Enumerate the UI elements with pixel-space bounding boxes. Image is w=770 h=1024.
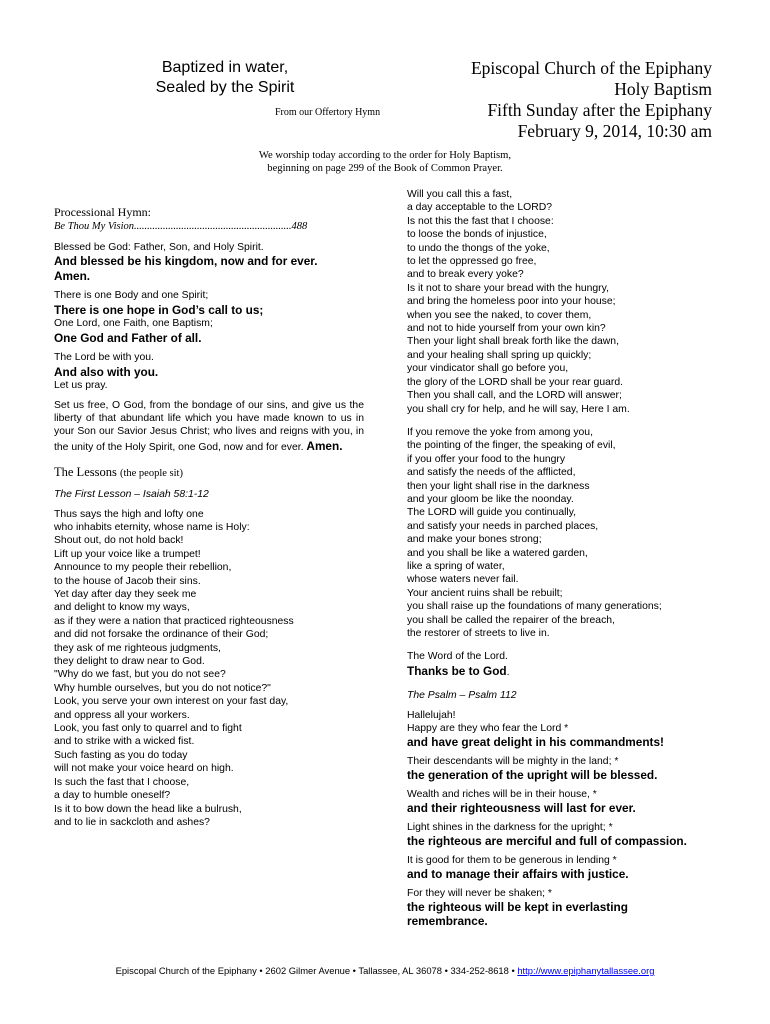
isaiah-line: Is it not to share your bread with the hungry,	[407, 282, 609, 294]
isaiah-line: Announce to my people their rebellion,	[54, 562, 232, 574]
service-date: February 9, 2014, 10:30 am	[517, 121, 712, 141]
isaiah-line: The LORD will guide you continually,	[407, 507, 577, 519]
isaiah-line: If you remove the yoke from among you,	[407, 426, 593, 438]
isaiah-line: and delight to know my ways,	[54, 602, 190, 614]
footer	[0, 965, 770, 976]
isaiah-line: Is such the fast that I choose,	[54, 776, 190, 788]
isaiah-line: a day acceptable to the LORD?	[407, 202, 552, 214]
left-title-line-2: Sealed by the Spirit	[155, 79, 295, 96]
right-column	[407, 188, 717, 929]
psalm-last-response-2: remembrance.	[407, 914, 488, 929]
psalm-title: The Psalm – Psalm 112	[407, 690, 517, 702]
isaiah-line: and your gloom be like the noonday.	[407, 493, 574, 505]
isaiah-line: and bring the homeless poor into your house;	[407, 296, 616, 308]
lessons-title: The Lessons	[54, 465, 117, 480]
psalm-versicle: It is good for them to be generous in lending *	[407, 854, 617, 866]
psalm-response: and their righteousness will last for ever.	[407, 801, 636, 816]
one-lord-versicle: One Lord, one Faith, one Baptism;	[54, 318, 213, 330]
psalm-intro: Hallelujah!	[407, 709, 456, 721]
isaiah-line: to undo the thongs of the yoke,	[407, 242, 550, 254]
isaiah-line: Lift up your voice like a trumpet!	[54, 548, 201, 560]
isaiah-line: Then you shall call, and the LORD will answer;	[407, 390, 622, 402]
thanks-period: .	[506, 666, 510, 678]
left-title	[120, 58, 330, 98]
one-god-response: One God and Father of all.	[54, 330, 202, 345]
thanks-be-to-god: Thanks be to God	[407, 663, 507, 678]
isaiah-part-3	[407, 426, 717, 641]
isaiah-line: Shout out, do not hold back!	[54, 535, 184, 547]
isaiah-line: will not make your voice heard on high.	[54, 763, 234, 775]
isaiah-line: Will you call this a fast,	[407, 189, 513, 200]
isaiah-part-2	[407, 188, 717, 416]
isaiah-line: Such fasting as you do today	[54, 749, 188, 761]
isaiah-part-1	[54, 508, 364, 830]
isaiah-line: you shall raise up the foundations of many generations;	[407, 601, 662, 613]
isaiah-line: and to strike with a wicked fist.	[54, 736, 195, 748]
isaiah-line: to the house of Jacob their sins.	[54, 575, 201, 587]
right-title	[400, 58, 712, 142]
isaiah-line: as if they were a nation that practiced righteousness	[54, 615, 294, 627]
order-note	[200, 149, 570, 175]
acclamation-versicle: Blessed be God: Father, Son, and Holy Spirit.	[54, 242, 264, 253]
church-name: Episcopal Church of the Epiphany	[470, 58, 712, 78]
psalm-response: the generation of the upright will be blessed.	[407, 768, 658, 783]
word-of-the-lord: The Word of the Lord.	[407, 651, 508, 663]
salutation-response: And also with you.	[54, 364, 159, 379]
isaiah-line: "Why do we fast, but you do not see?	[54, 669, 226, 681]
psalm-versicle: Light shines in the darkness for the upright; *	[407, 821, 613, 833]
collect	[54, 399, 364, 455]
isaiah-line: Is it to bow down the head like a bulrush,	[54, 803, 242, 815]
processional-label: Processional Hymn:	[54, 205, 151, 219]
collect-amen: Amen.	[306, 438, 343, 453]
isaiah-line: to loose the bonds of injustice,	[407, 229, 547, 241]
isaiah-line: Your ancient ruins shall be rebuilt;	[407, 587, 563, 599]
isaiah-line: and not to hide yourself from your own kin?	[407, 323, 606, 335]
isaiah-line: Then your light shall break forth like the dawn,	[407, 336, 619, 348]
let-us-pray: Let us pray.	[54, 380, 108, 392]
lessons-note: (the people sit)	[119, 468, 183, 480]
psalm-last-versicle: For they will never be shaken; *	[407, 887, 552, 899]
psalm-response: and to manage their affairs with justice.	[407, 867, 629, 882]
isaiah-line: whose waters never fail.	[407, 574, 519, 586]
psalm-versicle: Happy are they who fear the Lord *	[407, 723, 569, 735]
isaiah-line: and satisfy the needs of the afflicted,	[407, 467, 576, 479]
isaiah-line: the glory of the LORD shall be your rear guard.	[407, 376, 624, 388]
isaiah-line: Yet day after day they seek me	[54, 589, 197, 600]
isaiah-line: Look, you fast only to quarrel and to fight	[54, 723, 242, 735]
psalm-verses	[407, 722, 717, 887]
processional-hymn: Be Thou My Vision............................................................488	[54, 221, 308, 232]
order-note-line-2: beginning on page 299 of the Book of Common Prayer.	[267, 163, 503, 174]
isaiah-line: your vindicator shall go before you,	[407, 363, 569, 375]
offertory-note: From our Offertory Hymn	[275, 107, 381, 118]
isaiah-line: and to break every yoke?	[407, 269, 524, 281]
isaiah-line: and to lie in sackcloth and ashes?	[54, 816, 210, 828]
isaiah-line: and did not forsake the ordinance of their God;	[54, 629, 269, 641]
isaiah-line: and you shall be like a watered garden,	[407, 547, 588, 559]
left-column	[54, 205, 364, 829]
order-note-line-1: We worship today according to the order for Holy Baptism,	[258, 150, 512, 161]
isaiah-line: they delight to draw near to God.	[54, 656, 205, 668]
lessons-heading	[54, 464, 364, 482]
isaiah-line: and satisfy your needs in parched places,	[407, 520, 599, 532]
acclamation-amen: Amen.	[54, 268, 91, 283]
psalm-versicle: Wealth and riches will be in their house, *	[407, 788, 597, 800]
isaiah-line: the restorer of streets to live in.	[407, 628, 550, 639]
service-name: Holy Baptism	[614, 79, 712, 99]
one-body-versicle: There is one Body and one Spirit;	[54, 290, 209, 302]
isaiah-line: they ask of me righteous judgments,	[54, 642, 221, 654]
isaiah-line: and make your bones strong;	[407, 534, 542, 546]
left-title-line-1: Baptized in water,	[161, 59, 289, 76]
website-link[interactable]: http://www.epiphanytallassee.org	[517, 965, 655, 976]
isaiah-line: to let the oppressed go free,	[407, 256, 537, 268]
isaiah-line: and your healing shall spring up quickly;	[407, 349, 592, 361]
isaiah-line: a day to humble oneself?	[54, 790, 171, 802]
salutation-versicle: The Lord be with you.	[54, 352, 154, 364]
isaiah-line: Thus says the high and lofty one	[54, 508, 204, 520]
isaiah-line: if you offer your food to the hungry	[407, 453, 566, 465]
thanks-response	[407, 664, 717, 679]
isaiah-line: Is not this the fast that I choose:	[407, 215, 554, 227]
psalm-response: and have great delight in his commandments!	[407, 735, 664, 750]
sunday-name: Fifth Sunday after the Epiphany	[487, 100, 712, 120]
one-hope-response: There is one hope in God’s call to us;	[54, 302, 264, 317]
isaiah-line: who inhabits eternity, whose name is Holy:	[54, 521, 250, 533]
footer-address: Episcopal Church of the Epiphany • 2602 Gilmer Avenue • Tallassee, AL 36078 • 334-252-8618 •	[115, 965, 518, 976]
isaiah-line: you shall cry for help, and he will say, Here I am.	[407, 403, 630, 415]
isaiah-line: you shall be called the repairer of the breach,	[407, 614, 615, 626]
psalm-last-response-1: the righteous will be kept in everlasting	[407, 899, 628, 914]
psalm-response: the righteous are merciful and full of compassion.	[407, 834, 687, 849]
acclamation-response: And blessed be his kingdom, now and for ever.	[54, 254, 318, 269]
isaiah-line: the pointing of the finger, the speaking of evil,	[407, 440, 616, 452]
psalm-versicle: Their descendants will be mighty in the land; *	[407, 755, 619, 767]
first-lesson-title: The First Lesson – Isaiah 58:1-12	[54, 489, 209, 501]
collect-text: Set us free, O God, from the bondage of our sins, and give us the liberty of that abundant life which you have made known to us in your Son our Savior Jesus Christ; who lives and reigns with you, in the unity of the Holy Spirit, one God, now and for ever.	[54, 399, 364, 453]
isaiah-line: when you see the naked, to cover them,	[407, 309, 592, 321]
isaiah-line: Why humble ourselves, but you do not notice?"	[54, 682, 271, 694]
isaiah-line: and oppress all your workers.	[54, 709, 190, 721]
isaiah-line: then your light shall rise in the darkness	[407, 480, 590, 492]
isaiah-line: Look, you serve your own interest on your fast day,	[54, 696, 289, 708]
isaiah-line: like a spring of water,	[407, 560, 505, 572]
